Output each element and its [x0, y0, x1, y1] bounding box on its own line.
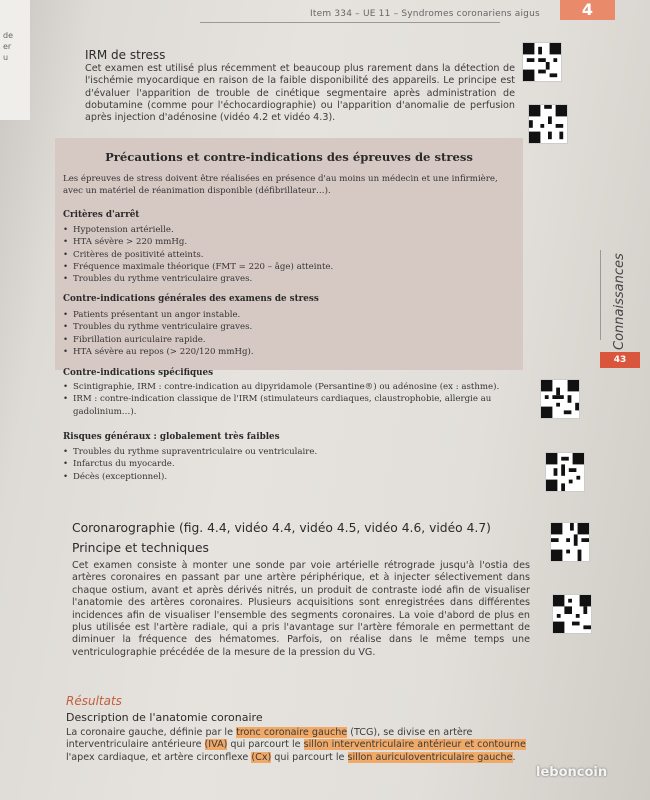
irm-heading: IRM de stress [85, 48, 166, 62]
highlighted-text: sillon interventriculaire antérieur et contourne [303, 739, 526, 751]
prev-fragment: u [3, 53, 9, 62]
previous-page-edge [0, 0, 30, 120]
risks-list [63, 446, 523, 483]
list-item: • Fréquence maximale théorique (FMT = 220 – âge) atteinte. [63, 261, 523, 273]
results-heading: Résultats [66, 694, 122, 708]
text-run: qui parcourt le [227, 739, 304, 751]
list-item: • Hypotension artérielle. [63, 224, 523, 236]
coronarography-heading: Coronarographie (fig. 4.4, vidéo 4.4, vidéo 4.5, vidéo 4.6, vidéo 4.7) [72, 521, 491, 535]
list-item: • Scintigraphie, IRM : contre-indication au dipyridamole (Persantine®) ou adénosine (ex : asthme). [63, 381, 523, 393]
page-number: 43 [600, 352, 640, 368]
qr-code-icon[interactable] [550, 522, 590, 562]
text-run: (TCG), se divise en artère interventriculaire antérieure [66, 727, 473, 751]
leboncoin-watermark: leboncoin [536, 765, 608, 780]
prev-fragment: de [3, 31, 13, 40]
highlighted-text: sillon auriculoventriculaire gauche [347, 751, 513, 763]
list-item: • HTA sévère > 220 mmHg. [63, 236, 523, 248]
list-item: • HTA sévère au repos (> 220/120 mmHg). [63, 346, 523, 358]
text-run: qui parcourt le [271, 751, 348, 763]
criteria-list [63, 224, 523, 285]
box-title: Précautions et contre-indications des épreuves de stress [105, 150, 473, 164]
principle-subheading: Principe et techniques [72, 541, 209, 555]
list-item: • Troubles du rythme supraventriculaire ou ventriculaire. [63, 446, 523, 458]
chapter-tab: 4 [560, 0, 615, 20]
list-item: • Troubles du rythme ventriculaire graves. [63, 273, 523, 285]
list-item: • Fibrillation auriculaire rapide. [63, 334, 523, 346]
qr-code-icon[interactable] [545, 452, 585, 492]
box-intro: Les épreuves de stress doivent être réalisées en présence d'au moins un médecin et une infirmière, avec un matériel de réanimation disponible (défibrillateur…). [63, 174, 498, 196]
qr-code-icon[interactable] [552, 594, 592, 634]
section-side-label: Connaissances [612, 253, 627, 350]
highlighted-text: (IVA) [204, 739, 228, 751]
list-item: • Infarctus du myocarde. [63, 458, 523, 470]
qr-code-icon[interactable] [528, 104, 568, 144]
qr-code-icon[interactable] [522, 42, 562, 82]
section-heading: Risques généraux : globalement très faibles [63, 432, 280, 442]
prev-fragment: er [3, 42, 12, 51]
list-item: • Critères de positivité atteints. [63, 249, 523, 261]
coronarography-paragraph: Cet examen consiste à monter une sonde par voie artérielle rétrograde jusqu'à l'ostia des artères coronaires en passant par une artère périphérique, et à injecter sélectivement dans chaque ostium, avant et après dérivés nitrés, un produit de contraste iodé afin de visualiser l'anatomie des artères coronaires. Plusieurs acquisitions sont enregistrées dans différentes incidences afin de visualiser l'ensemble des segments coronaires. La voie d'abord de plus en plus utilisée est l'artère radiale, qui a pris l'avantage sur l'artère fémorale en permettant de diminuer la fréquence des hématomes. Parfois, on réalise dans le même temps une ventriculographie précédée de la mesure de la pression du VG. [72, 560, 530, 658]
running-header: Item 334 – UE 11 – Syndromes coronariens aigus [310, 9, 540, 19]
header-rule [200, 22, 500, 23]
specific-ci-list [63, 381, 523, 418]
section-heading: Critères d'arrêt [63, 210, 140, 220]
anatomy-subheading: Description de l'anatomie coronaire [66, 711, 263, 724]
section-heading: Contre-indications spécifiques [63, 368, 214, 378]
list-item: • Troubles du rythme ventriculaire graves. [63, 321, 523, 333]
general-ci-list [63, 309, 523, 358]
text-run: l'apex cardiaque, et artère circonflexe [66, 751, 252, 763]
anatomy-paragraph [66, 727, 546, 764]
highlighted-text: tronc coronaire gauche [236, 727, 348, 738]
list-item: • Patients présentant un angor instable. [63, 309, 523, 321]
qr-code-icon[interactable] [540, 379, 580, 419]
section-heading: Contre-indications générales des examens de stress [63, 294, 319, 304]
side-rule [600, 250, 601, 340]
highlighted-text: (Cx) [251, 751, 272, 763]
text-run: La coronaire gauche, définie par le [66, 727, 237, 738]
list-item: • Décès (exceptionnel). [63, 471, 523, 483]
irm-paragraph: Cet examen est utilisé plus récemment et beaucoup plus rarement dans la détection de l'ischémie myocardique en raison de la faible disponibilité des appareils. Le principe est d'évaluer l'apparition de trouble de cinétique segmentaire après administration de dobutamine (comme pour l'échocardiographie) ou l'apparition d'anomalie de perfusion après injection d'adénosine (vidéo 4.2 et vidéo 4.3). [85, 63, 515, 124]
text-run: . [512, 751, 516, 763]
list-item: • IRM : contre-indication classique de l'IRM (stimulateurs cardiaques, claustrophobie, allergie au gadolinium…). [63, 393, 523, 418]
